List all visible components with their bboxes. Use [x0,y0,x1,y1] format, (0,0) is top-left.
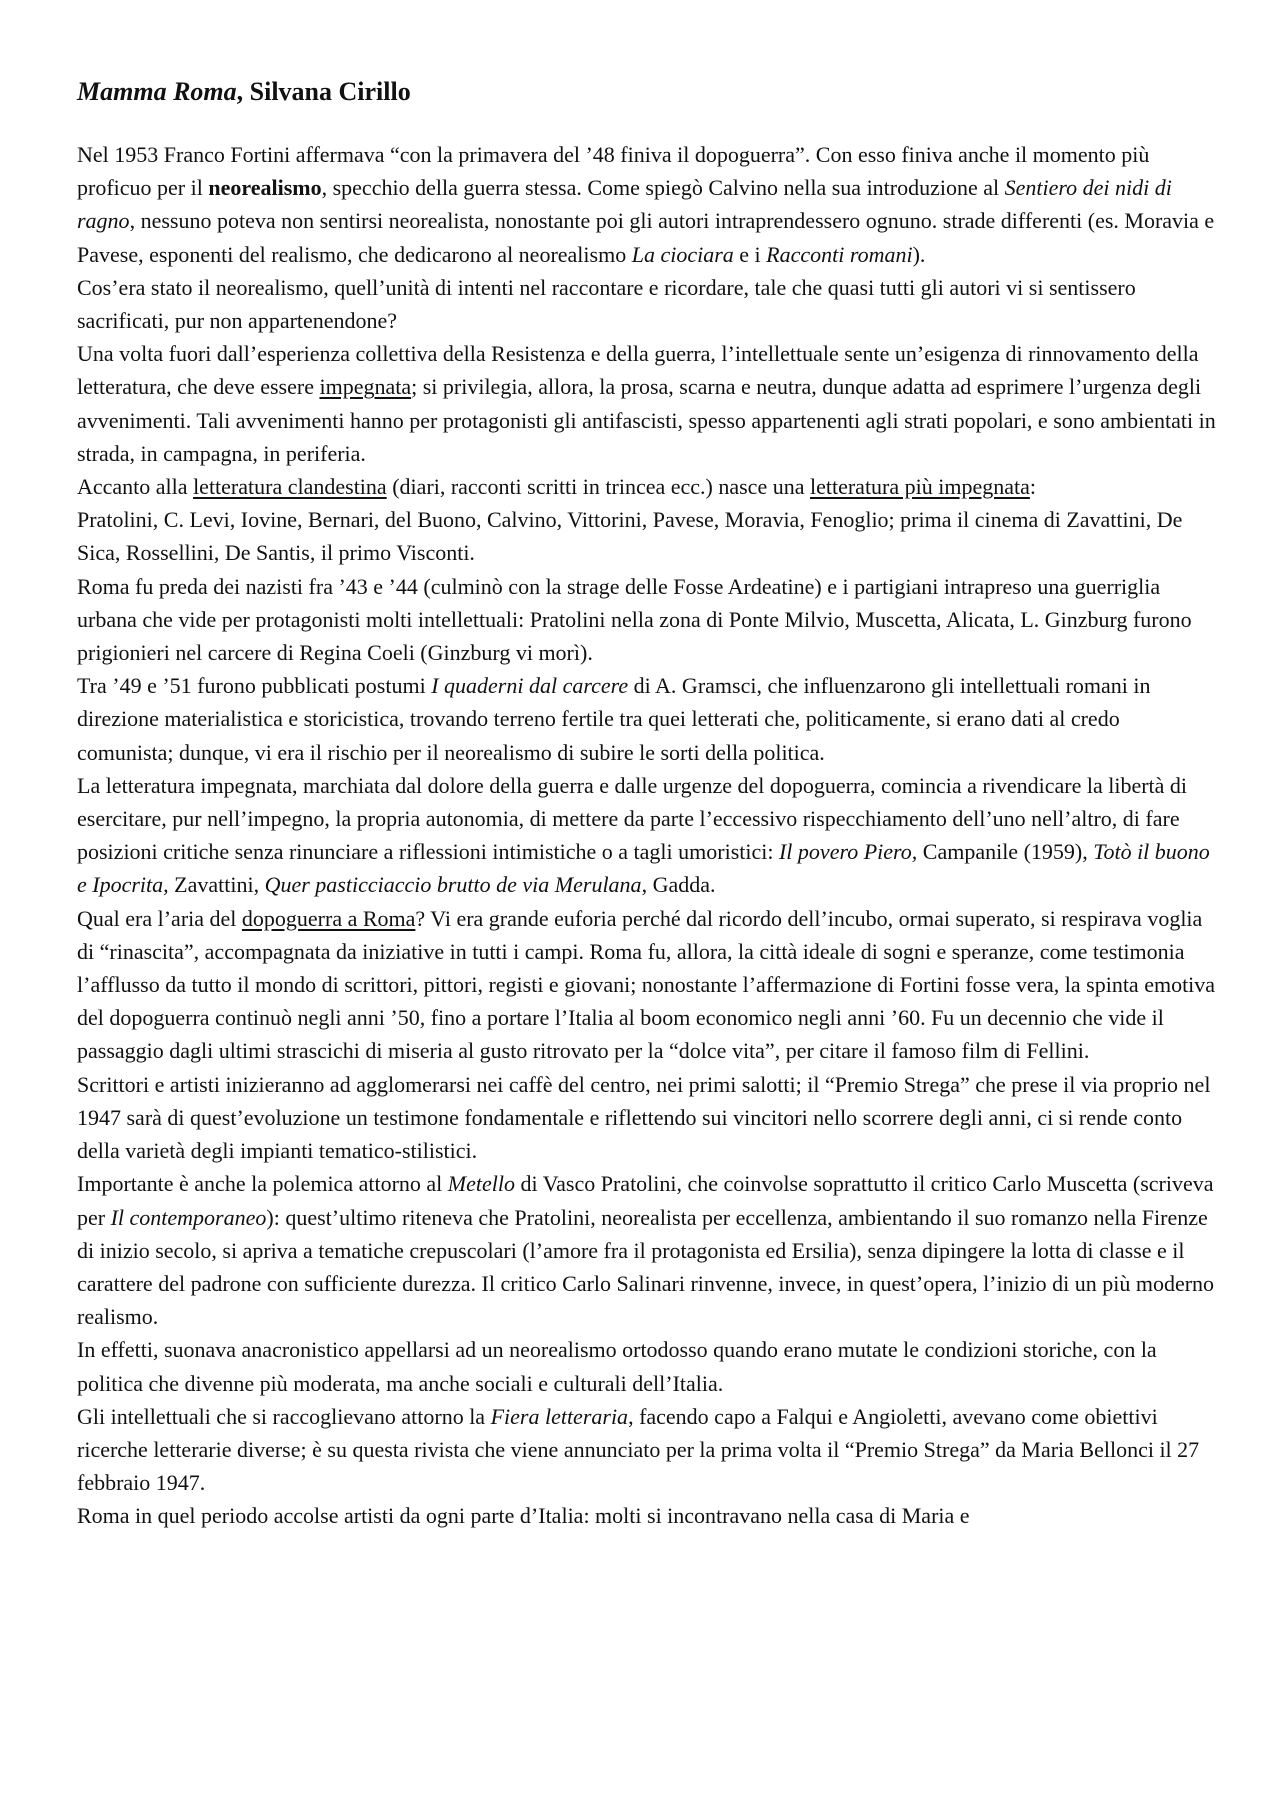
paragraph [77,902,1217,1068]
text-run: Tra ’49 e ’51 furono pubblicati postumi [77,673,432,699]
italic-text: Il contemporaneo [110,1204,267,1230]
text-run: Campanile (1959), [917,839,1094,865]
paragraph [77,503,1217,569]
italic-text: I quaderni dal carcere [431,673,629,699]
paragraph [77,1333,1217,1399]
text-run: Pratolini, C. Levi, Iovine, Bernari, del Buono, Calvino, Vittorini, Pavese, Moravia, Fenoglio; prima il cinema di Zavattini, De Sica, Rossellini, De Santis, il primo Visconti. [77,507,1183,566]
text-run: , facendo capo a Falqui e Angioletti, avevano come obiettivi ricerche letterarie diverse; è su questa rivista che viene annunciato per la prima volta il “Premio Strega” da Maria Bellonci il 27 febbraio 1947. [77,1403,1200,1496]
paragraph [77,669,1217,769]
text-run: Accanto alla [77,474,194,500]
italic-text: Racconti romani [766,241,913,267]
text-run: di Vasco Pratolini, che coinvolse soprattutto il critico Carlo Muscetta (scriveva per [77,1171,1214,1230]
text-run: ? Vi era grande euforia perché dal ricordo dell’incubo, ormai superato, si respirava voglia di “rinascita”, accompagnata da iniziative in tutti i campi. Roma fu, allora, la città ideale di sogni e speranze, come testimonia l’afflusso da tutto il mondo di scrittori, pittori, registi e giovani; nonostante l’affermazione di Fortini fosse vera, la spinta emotiva del dopoguerra continuò negli anni ’50, fino a portare l’Italia al boom economico negli anni ’60. Fu un decennio che vide il passaggio dagli ultimi strascichi di miseria al gusto ritrovato per la “dolce vita”, per citare il famoso film di Fellini. [77,905,1216,1064]
underlined-text: letteratura clandestina [193,474,387,500]
text-run: La letteratura impegnata, marchiata dal dolore della guerra e dalle urgenze del dopoguerra, comincia a rivendicare la libertà di esercitare, pur nell’impegno, la propria autonomia, di mettere da parte l’eccessivo rispecchiamento dell’uno nell’altro, di fare posizioni critiche senza rinunciare a riflessioni intimistiche o a tagli umoristici: [77,772,1188,865]
paragraph [77,470,1217,503]
italic-text: Fiera letteraria [490,1403,629,1429]
title-work: Mamma Roma [77,77,237,106]
text-run: Gli intellettuali che si raccoglievano attorno la [77,1403,491,1429]
bold-text: neorealismo [208,175,322,201]
underlined-text: letteratura più impegnata [809,474,1030,500]
underlined-text: dopoguerra a Roma [241,905,416,931]
text-run: , Gadda. [641,872,716,898]
italic-text: Sentiero dei nidi di ragno [77,175,1172,234]
text-run: Roma in quel periodo accolse artisti da ogni parte d’Italia: molti si incontravano nella casa di Maria e [77,1503,970,1529]
text-run: di A. Gramsci, che influenzarono gli intellettuali romani in direzione materialistica e storicistica, trovando terreno fertile tra quei letterati che, politicamente, si erano dati al credo comunista; dunque, vi era il rischio per il neorealismo di subire le sorti della politica. [77,673,1151,765]
title-separator: , [236,77,244,106]
paragraph [77,1499,1217,1532]
paragraph [77,570,1217,670]
italic-text: Totò il buono e Ipocrita, [77,839,1210,898]
text-run: , specchio della guerra stessa. Come spiegò Calvino nella sua introduzione al [321,175,1005,201]
text-run: Nel 1953 Franco Fortini affermava “con la primavera del ’48 finiva il dopoguerra”. Con esso finiva anche il momento più proficuo per il [77,142,1150,201]
document-body [77,138,1217,1533]
text-run: Cos’era stato il neorealismo, quell’unità di intenti nel raccontare e ricordare, tale che quasi tutti gli autori vi si sentissero sacrificati, pur non appartenendone? [77,274,1136,334]
paragraph [77,769,1217,902]
text-run: Importante è anche la polemica attorno al [77,1171,448,1197]
paragraph [77,1400,1217,1500]
italic-text: La ciociara [631,241,734,267]
text-run: Scrittori e artisti inizieranno ad agglomerarsi nei caffè del centro, nei primi salotti; il “Premio Strega” che prese il via proprio nel 1947 sarà di quest’evoluzione un testimone fondamentale e riflettendo sui vincitori nello scorrere degli anni, ci si rende conto della varietà degli impianti tematico-stilistici. [77,1071,1211,1164]
text-run: : [1029,474,1037,500]
text-run: ; si privilegia, allora, la prosa, scarna e neutra, dunque adatta ad esprimere l’urgenza degli avvenimenti. Tali avvenimenti hanno per protagonisti gli antifascisti, spesso appartenenti agli strati popolari, e sono ambientati in strada, in campagna, in periferia. [77,374,1216,466]
text-run: (diari, racconti scritti in trincea ecc.) nasce una [386,474,810,500]
underlined-text: impegnata [319,374,412,400]
text-run: , nessuno poteva non sentirsi neorealista, nonostante poi gli autori intraprendessero ognuno. strade differenti (es. Moravia e Pavese, esponenti del realismo, che dedicarono al neorealismo [77,208,1215,267]
text-run: e i [733,241,767,267]
text-run: Qual era l’aria del [77,905,242,931]
text-run: Zavattini, [168,872,265,898]
paragraph [77,337,1217,470]
italic-text: Quer pasticciaccio brutto de via Merulana [264,872,642,898]
document-title [77,72,1217,112]
text-run: In effetti, suonava anacronistico appellarsi ad un neorealismo ortodosso quando erano mutate le condizioni storiche, con la politica che divenne più moderata, ma anche sociali e culturali dell’Italia. [77,1337,1157,1396]
text-run: Roma fu preda dei nazisti fra ’43 e ’44 (culminò con la strage delle Fosse Ardeatine) e i partigiani intrapreso una guerriglia urbana che vide per protagonisti molti intellettuali: Pratolini nella zona di Ponte Milvio, Muscetta, Alicata, L. Ginzburg furono prigionieri nel carcere di Regina Coeli (Ginzburg vi morì). [77,573,1192,666]
title-author: Silvana Cirillo [243,77,411,106]
document-page [77,72,1217,1533]
text-run: Una volta fuori dall’esperienza collettiva della Resistenza e della guerra, l’intellettuale sente un’esigenza di rinnovamento della letteratura, che deve essere [77,341,1199,400]
paragraph [77,271,1217,337]
italic-text: Metello [447,1171,515,1197]
text-run: ): quest’ultimo riteneva che Pratolini, neorealista per eccellenza, ambientando il suo romanzo nella Firenze di inizio secolo, si apriva a tematiche crepuscolari (l’amore fra il protagonista ed Ersilia), senza dipingere la lotta di classe e il carattere del padrone con sufficiente durezza. Il critico Carlo Salinari rinvenne, invece, in quest’opera, l’inizio di un più moderno realismo. [77,1204,1215,1330]
paragraph [77,138,1217,271]
text-run: ). [912,241,926,267]
italic-text: Il povero Piero, [778,839,918,865]
paragraph [77,1167,1217,1333]
paragraph [77,1068,1217,1168]
